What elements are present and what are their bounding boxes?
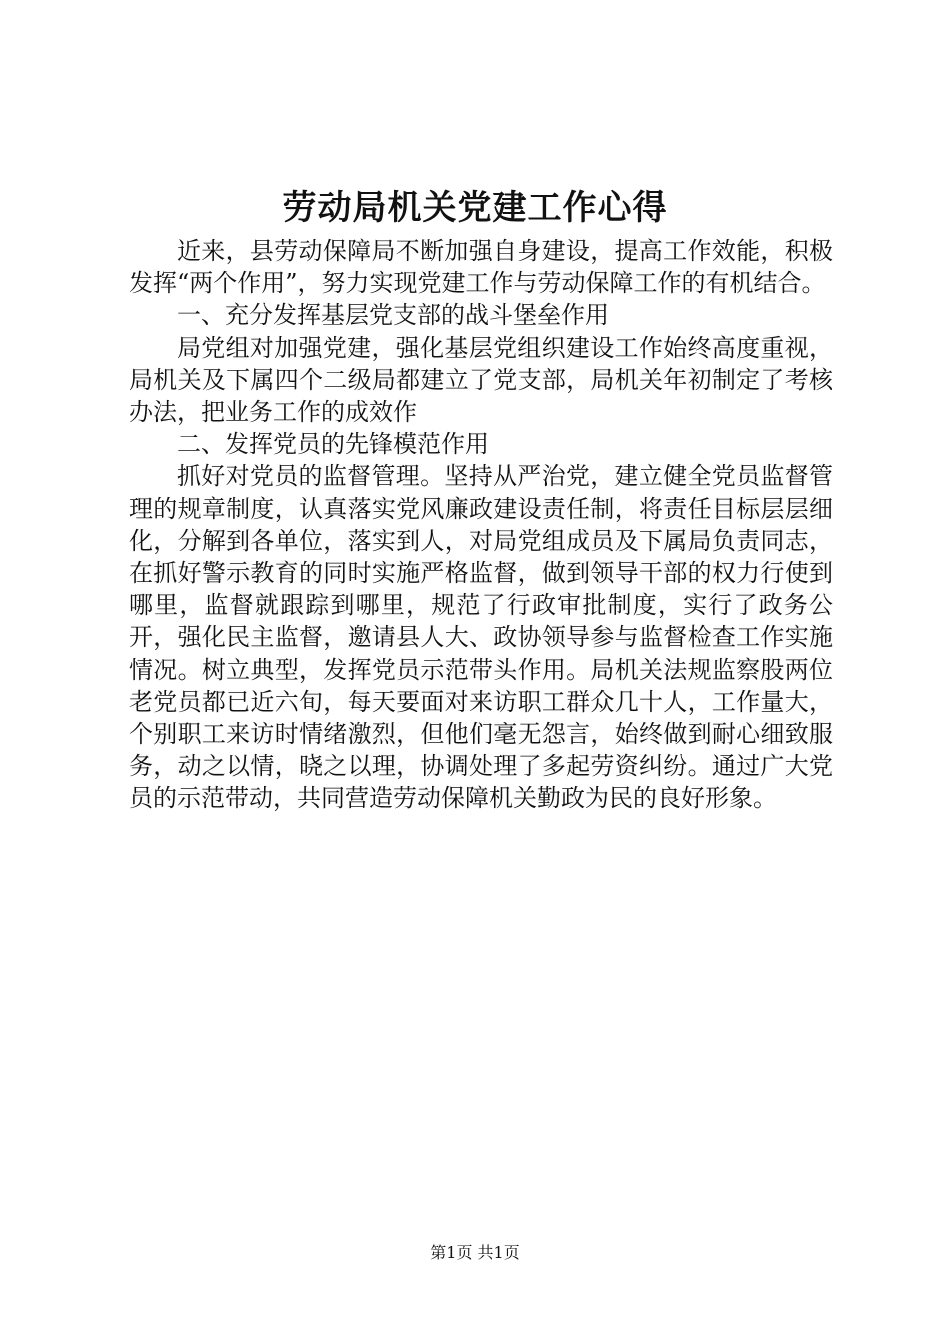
section-heading-2: 二、发挥党员的先锋模范作用 (177, 430, 489, 459)
intro-paragraph: 近来，县劳动保障局不断加强自身建设，提高工作效能，积极发挥“两个作用”，努力实现党建工作与劳动保障工作的有机结合。 (129, 237, 833, 298)
document-title: 劳动局机关党建工作心得 (282, 188, 668, 228)
document-body (129, 235, 833, 815)
section-1-paragraph: 局党组对加强党建，强化基层党组织建设工作始终高度重视，局机关及下属四个二级局都建立了党支部，局机关年初制定了考核办法，把业务工作的成效作 (129, 333, 833, 427)
section-heading-1: 一、充分发挥基层党支部的战斗堡垒作用 (177, 301, 609, 330)
section-2-paragraph: 抓好对党员的监督管理。坚持从严治党，建立健全党员监督管理的规章制度，认真落实党风廉政建设责任制，将责任目标层层细化，分解到各单位，落实到人，对局党组成员及下属局负责同志，在抓好警示教育的同时实施严格监督，做到领导干部的权力行使到哪里，监督就跟踪到哪里，规范了行政审批制度，实行了政务公开，强化民主监督，邀请县人大、政协领导参与监督检查工作实施情况。树立典型，发挥党员示范带头作用。局机关法规监察股两位老党员都已近六旬，每天要面对来访职工群众几十人，工作量大，个别职工来访时情绪激烈，但他们毫无怨言，始终做到耐心细致服务，动之以情，晓之以理，协调处理了多起劳资纠纷。通过广大党员的示范带动，共同营造劳动保障机关勤政为民的良好形象。 (129, 462, 833, 813)
page-footer: 第1页 共1页 (430, 1243, 520, 1262)
